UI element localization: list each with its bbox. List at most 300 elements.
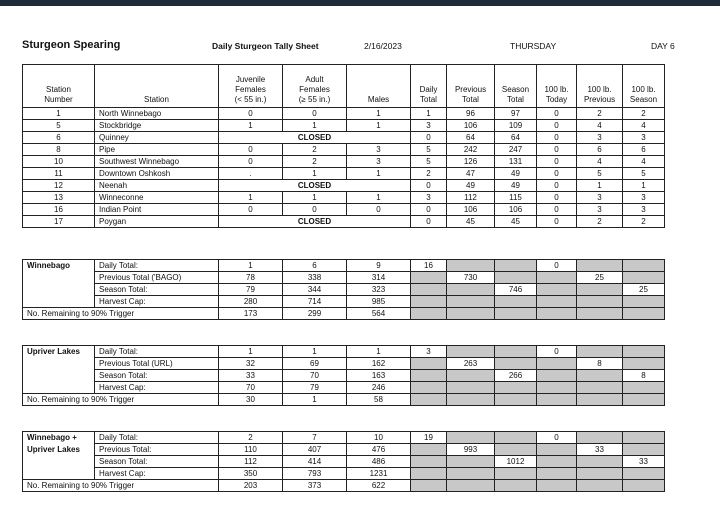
station-number: 13 — [23, 192, 95, 204]
station-name: Poygan — [95, 216, 219, 228]
gray-cell — [577, 296, 623, 308]
summary-adult: 6 — [283, 260, 347, 272]
season-total: 106 — [495, 204, 537, 216]
gray-cell — [447, 296, 495, 308]
station-name: Pipe — [95, 144, 219, 156]
header-line: Juvenile — [235, 75, 266, 84]
station-number: 12 — [23, 180, 95, 192]
summary-row-label: Season Total: — [95, 284, 219, 296]
col-adult — [283, 65, 347, 108]
previous-total: 112 — [447, 192, 495, 204]
gray-cell — [495, 468, 537, 480]
lb-today: 0 — [537, 204, 577, 216]
summary-juvenile: 350 — [219, 468, 283, 480]
adult-count: 1 — [283, 120, 347, 132]
lb-season: 2 — [623, 216, 665, 228]
season-total: 247 — [495, 144, 537, 156]
juvenile-count: 0 — [219, 156, 283, 168]
season-total: 45 — [495, 216, 537, 228]
col-season-total — [495, 65, 537, 108]
lb-previous: 6 — [577, 144, 623, 156]
summary-row — [23, 432, 665, 444]
lb-season: 4 — [623, 120, 665, 132]
daily-total: 3 — [411, 120, 447, 132]
gray-cell — [411, 296, 447, 308]
summary-row — [23, 480, 665, 492]
gray-cell — [411, 272, 447, 284]
lb-season: 1 — [623, 180, 665, 192]
gray-cell — [495, 480, 537, 492]
previous-total: 47 — [447, 168, 495, 180]
station-number: 5 — [23, 120, 95, 132]
previous-total: 49 — [447, 180, 495, 192]
lb-today: 0 — [537, 192, 577, 204]
summary-adult: 7 — [283, 432, 347, 444]
station-row — [23, 120, 665, 132]
gray-cell — [447, 346, 495, 358]
gray-cell — [623, 296, 665, 308]
summary-males: 476 — [347, 444, 411, 456]
summary-previous-total: 263 — [447, 358, 495, 370]
station-row — [23, 108, 665, 120]
gray-cell — [411, 284, 447, 296]
summary-adult: 344 — [283, 284, 347, 296]
summary-previous-total: 993 — [447, 444, 495, 456]
season-total: 97 — [495, 108, 537, 120]
gray-cell — [577, 456, 623, 468]
summary-row-label: Harvest Cap: — [95, 382, 219, 394]
gray-cell — [495, 444, 537, 456]
summary-row-label: Season Total: — [95, 456, 219, 468]
lb-previous: 4 — [577, 120, 623, 132]
gray-cell — [447, 260, 495, 272]
adult-count: 1 — [283, 192, 347, 204]
males-count: 0 — [347, 204, 411, 216]
adult-count: 2 — [283, 144, 347, 156]
gray-cell — [447, 394, 495, 406]
daily-total: 3 — [411, 192, 447, 204]
previous-total: 106 — [447, 120, 495, 132]
lb-season: 3 — [623, 204, 665, 216]
sheet-date: 2/16/2023 — [364, 41, 402, 51]
station-number: 8 — [23, 144, 95, 156]
sheet-day: DAY 6 — [651, 41, 675, 51]
summary-lb-today: 0 — [537, 260, 577, 272]
gray-cell — [537, 308, 577, 320]
gray-cell — [537, 444, 577, 456]
summary-males: 985 — [347, 296, 411, 308]
lb-today: 0 — [537, 180, 577, 192]
summary-adult: 414 — [283, 456, 347, 468]
gray-cell — [537, 296, 577, 308]
header-line: Total — [462, 95, 479, 104]
col-lb-season — [623, 65, 665, 108]
season-total: 131 — [495, 156, 537, 168]
lb-today: 0 — [537, 120, 577, 132]
gray-cell — [495, 358, 537, 370]
summary-row-label: Daily Total: — [95, 432, 219, 444]
males-count: 3 — [347, 156, 411, 168]
summary-row-label: Harvest Cap: — [95, 468, 219, 480]
gray-cell — [537, 480, 577, 492]
header-line: Number — [44, 95, 73, 104]
gray-cell — [623, 260, 665, 272]
gray-cell — [577, 284, 623, 296]
summary-adult: 407 — [283, 444, 347, 456]
station-row — [23, 204, 665, 216]
gray-cell — [537, 358, 577, 370]
summary-juvenile: 33 — [219, 370, 283, 382]
daily-total: 2 — [411, 168, 447, 180]
summary-region-name — [23, 284, 95, 296]
daily-total: 0 — [411, 216, 447, 228]
lb-season: 3 — [623, 132, 665, 144]
gray-cell — [411, 308, 447, 320]
lb-season: 4 — [623, 156, 665, 168]
remaining-adult: 1 — [283, 394, 347, 406]
summary-season-total: 266 — [495, 370, 537, 382]
gray-cell — [537, 456, 577, 468]
remaining-label: No. Remaining to 90% Trigger — [23, 394, 219, 406]
col-lb-previous — [577, 65, 623, 108]
summary-juvenile: 78 — [219, 272, 283, 284]
summary-region-name — [23, 296, 95, 308]
juvenile-count: 0 — [219, 144, 283, 156]
summary-juvenile: 110 — [219, 444, 283, 456]
header-line: Females — [299, 85, 330, 94]
upriver-lakes-summary-table — [22, 345, 665, 406]
header-line: Total — [507, 95, 524, 104]
summary-row-label: Previous Total (URL) — [95, 358, 219, 370]
gray-cell — [537, 468, 577, 480]
summary-row-label: Daily Total: — [95, 260, 219, 272]
sheet-title: Sturgeon Spearing — [22, 39, 121, 51]
station-number: 17 — [23, 216, 95, 228]
season-total: 115 — [495, 192, 537, 204]
gray-cell — [623, 346, 665, 358]
summary-males: 323 — [347, 284, 411, 296]
gray-cell — [495, 394, 537, 406]
remaining-juvenile: 30 — [219, 394, 283, 406]
gray-cell — [623, 272, 665, 284]
lb-previous: 4 — [577, 156, 623, 168]
station-row — [23, 132, 665, 144]
col-previous-total — [447, 65, 495, 108]
summary-row-label: Harvest Cap: — [95, 296, 219, 308]
males-count: 1 — [347, 168, 411, 180]
daily-total: 1 — [411, 108, 447, 120]
gray-cell — [495, 432, 537, 444]
lb-season: 2 — [623, 108, 665, 120]
gray-cell — [495, 382, 537, 394]
remaining-label: No. Remaining to 90% Trigger — [23, 480, 219, 492]
males-count: 1 — [347, 108, 411, 120]
previous-total: 45 — [447, 216, 495, 228]
summary-region-name: Winnebago — [23, 260, 95, 272]
summary-juvenile: 2 — [219, 432, 283, 444]
gray-cell — [495, 308, 537, 320]
males-count: 1 — [347, 192, 411, 204]
season-total: 109 — [495, 120, 537, 132]
combined-summary-table — [22, 431, 665, 492]
lb-previous: 5 — [577, 168, 623, 180]
gray-cell — [447, 432, 495, 444]
station-row — [23, 168, 665, 180]
adult-count: 0 — [283, 204, 347, 216]
winnebago-summary-table — [22, 259, 665, 320]
previous-total: 126 — [447, 156, 495, 168]
gray-cell — [447, 382, 495, 394]
daily-total: 0 — [411, 132, 447, 144]
header-line: Season — [629, 95, 658, 104]
lb-today: 0 — [537, 108, 577, 120]
header-line: Females — [235, 85, 266, 94]
gray-cell — [577, 394, 623, 406]
summary-juvenile: 1 — [219, 260, 283, 272]
summary-row — [23, 308, 665, 320]
summary-males: 9 — [347, 260, 411, 272]
summary-lb-today: 0 — [537, 432, 577, 444]
summary-adult: 69 — [283, 358, 347, 370]
adult-count: 1 — [283, 168, 347, 180]
summary-lb-season: 25 — [623, 284, 665, 296]
adult-count: 0 — [283, 108, 347, 120]
summary-adult: 79 — [283, 382, 347, 394]
summary-row-label: Previous Total: — [95, 444, 219, 456]
summary-row — [23, 468, 665, 480]
summary-row-label: Season Total: — [95, 370, 219, 382]
summary-males: 1 — [347, 346, 411, 358]
summary-juvenile: 79 — [219, 284, 283, 296]
header-line: 100 lb. — [587, 85, 612, 94]
summary-region-name — [23, 272, 95, 284]
closed-label: CLOSED — [219, 180, 411, 192]
header-line: Station — [46, 85, 71, 94]
col-daily-total — [411, 65, 447, 108]
season-total: 49 — [495, 180, 537, 192]
juvenile-count: 0 — [219, 108, 283, 120]
summary-adult: 714 — [283, 296, 347, 308]
summary-row — [23, 370, 665, 382]
station-row — [23, 144, 665, 156]
lb-previous: 3 — [577, 132, 623, 144]
daily-total: 5 — [411, 144, 447, 156]
lb-today: 0 — [537, 216, 577, 228]
col-station: Station — [95, 65, 219, 108]
sheet-subtitle: Daily Sturgeon Tally Sheet — [212, 41, 319, 51]
gray-cell — [495, 272, 537, 284]
gray-cell — [537, 284, 577, 296]
summary-region-name: Upriver Lakes — [23, 346, 95, 358]
gray-cell — [623, 394, 665, 406]
gray-cell — [623, 444, 665, 456]
gray-cell — [447, 284, 495, 296]
juvenile-count: . — [219, 168, 283, 180]
previous-total: 96 — [447, 108, 495, 120]
gray-cell — [411, 444, 447, 456]
summary-region-name — [23, 382, 95, 394]
summary-lb-season: 8 — [623, 370, 665, 382]
juvenile-count: 1 — [219, 192, 283, 204]
header-line: Previous — [454, 85, 487, 94]
station-tally-table — [22, 64, 665, 228]
gray-cell — [495, 260, 537, 272]
summary-row — [23, 444, 665, 456]
remaining-adult: 373 — [283, 480, 347, 492]
lb-previous: 2 — [577, 216, 623, 228]
station-name: Stockbridge — [95, 120, 219, 132]
station-name: Quinney — [95, 132, 219, 144]
lb-today: 0 — [537, 132, 577, 144]
gray-cell — [447, 480, 495, 492]
summary-lb-today: 0 — [537, 346, 577, 358]
juvenile-count: 0 — [219, 204, 283, 216]
summary-row — [23, 358, 665, 370]
lb-today: 0 — [537, 144, 577, 156]
station-name: Downtown Oshkosh — [95, 168, 219, 180]
summary-region-name — [23, 370, 95, 382]
previous-total: 242 — [447, 144, 495, 156]
remaining-adult: 299 — [283, 308, 347, 320]
gray-cell — [447, 468, 495, 480]
header-line: Total — [420, 95, 437, 104]
lb-season: 3 — [623, 192, 665, 204]
remaining-juvenile: 173 — [219, 308, 283, 320]
summary-row — [23, 296, 665, 308]
summary-row — [23, 272, 665, 284]
station-row — [23, 156, 665, 168]
season-total: 49 — [495, 168, 537, 180]
gray-cell — [577, 382, 623, 394]
lb-season: 6 — [623, 144, 665, 156]
gray-cell — [577, 370, 623, 382]
gray-cell — [411, 468, 447, 480]
station-row — [23, 192, 665, 204]
adult-count: 2 — [283, 156, 347, 168]
summary-daily-total: 19 — [411, 432, 447, 444]
gray-cell — [577, 308, 623, 320]
summary-lb-previous: 25 — [577, 272, 623, 284]
juvenile-count: 1 — [219, 120, 283, 132]
daily-total: 0 — [411, 180, 447, 192]
station-row — [23, 180, 665, 192]
summary-adult: 1 — [283, 346, 347, 358]
season-total: 64 — [495, 132, 537, 144]
summary-previous-total: 730 — [447, 272, 495, 284]
remaining-males: 622 — [347, 480, 411, 492]
header-line: Season — [501, 85, 530, 94]
header-line: (≥ 55 in.) — [298, 95, 331, 104]
gray-cell — [577, 480, 623, 492]
gray-cell — [537, 272, 577, 284]
gray-cell — [447, 370, 495, 382]
summary-juvenile: 32 — [219, 358, 283, 370]
gray-cell — [495, 296, 537, 308]
summary-males: 1231 — [347, 468, 411, 480]
gray-cell — [537, 382, 577, 394]
column-header-row — [23, 65, 665, 108]
lb-season: 5 — [623, 168, 665, 180]
gray-cell — [411, 370, 447, 382]
summary-row — [23, 346, 665, 358]
gray-cell — [623, 480, 665, 492]
header-line: (< 55 in.) — [234, 95, 267, 104]
summary-region-name — [23, 358, 95, 370]
gray-cell — [623, 468, 665, 480]
sheet-weekday: THURSDAY — [510, 41, 557, 51]
remaining-males: 564 — [347, 308, 411, 320]
previous-total: 106 — [447, 204, 495, 216]
remaining-label: No. Remaining to 90% Trigger — [23, 308, 219, 320]
daily-total: 0 — [411, 204, 447, 216]
station-number: 16 — [23, 204, 95, 216]
summary-row — [23, 382, 665, 394]
station-row — [23, 216, 665, 228]
gray-cell — [411, 394, 447, 406]
gray-cell — [495, 346, 537, 358]
station-number: 1 — [23, 108, 95, 120]
summary-males: 314 — [347, 272, 411, 284]
summary-season-total: 746 — [495, 284, 537, 296]
previous-total: 64 — [447, 132, 495, 144]
remaining-juvenile: 203 — [219, 480, 283, 492]
gray-cell — [537, 394, 577, 406]
summary-row — [23, 394, 665, 406]
header-line: Today — [545, 95, 568, 104]
summary-males: 486 — [347, 456, 411, 468]
closed-label: CLOSED — [219, 132, 411, 144]
lb-previous: 3 — [577, 204, 623, 216]
summary-males: 162 — [347, 358, 411, 370]
header-line: 100 lb. — [631, 85, 656, 94]
station-name: Winneconne — [95, 192, 219, 204]
lb-previous: 1 — [577, 180, 623, 192]
gray-cell — [623, 382, 665, 394]
gray-cell — [411, 382, 447, 394]
remaining-males: 58 — [347, 394, 411, 406]
gray-cell — [447, 308, 495, 320]
col-juvenile — [219, 65, 283, 108]
summary-lb-previous: 33 — [577, 444, 623, 456]
summary-lb-season: 33 — [623, 456, 665, 468]
summary-adult: 793 — [283, 468, 347, 480]
gray-cell — [577, 432, 623, 444]
summary-region-name: Winnebago + — [23, 432, 95, 444]
males-count: 3 — [347, 144, 411, 156]
gray-cell — [447, 456, 495, 468]
summary-region-name: Upriver Lakes — [23, 444, 95, 456]
header-line: Daily — [419, 85, 438, 94]
station-number: 10 — [23, 156, 95, 168]
summary-juvenile: 280 — [219, 296, 283, 308]
summary-males: 246 — [347, 382, 411, 394]
gray-cell — [537, 370, 577, 382]
station-name: Indian Point — [95, 204, 219, 216]
gray-cell — [623, 432, 665, 444]
summary-males: 163 — [347, 370, 411, 382]
gray-cell — [411, 480, 447, 492]
closed-label: CLOSED — [219, 216, 411, 228]
summary-adult: 338 — [283, 272, 347, 284]
station-name: Neenah — [95, 180, 219, 192]
summary-juvenile: 1 — [219, 346, 283, 358]
summary-juvenile: 70 — [219, 382, 283, 394]
gray-cell — [577, 468, 623, 480]
lb-previous: 2 — [577, 108, 623, 120]
gray-cell — [411, 358, 447, 370]
gray-cell — [577, 260, 623, 272]
gray-cell — [623, 308, 665, 320]
